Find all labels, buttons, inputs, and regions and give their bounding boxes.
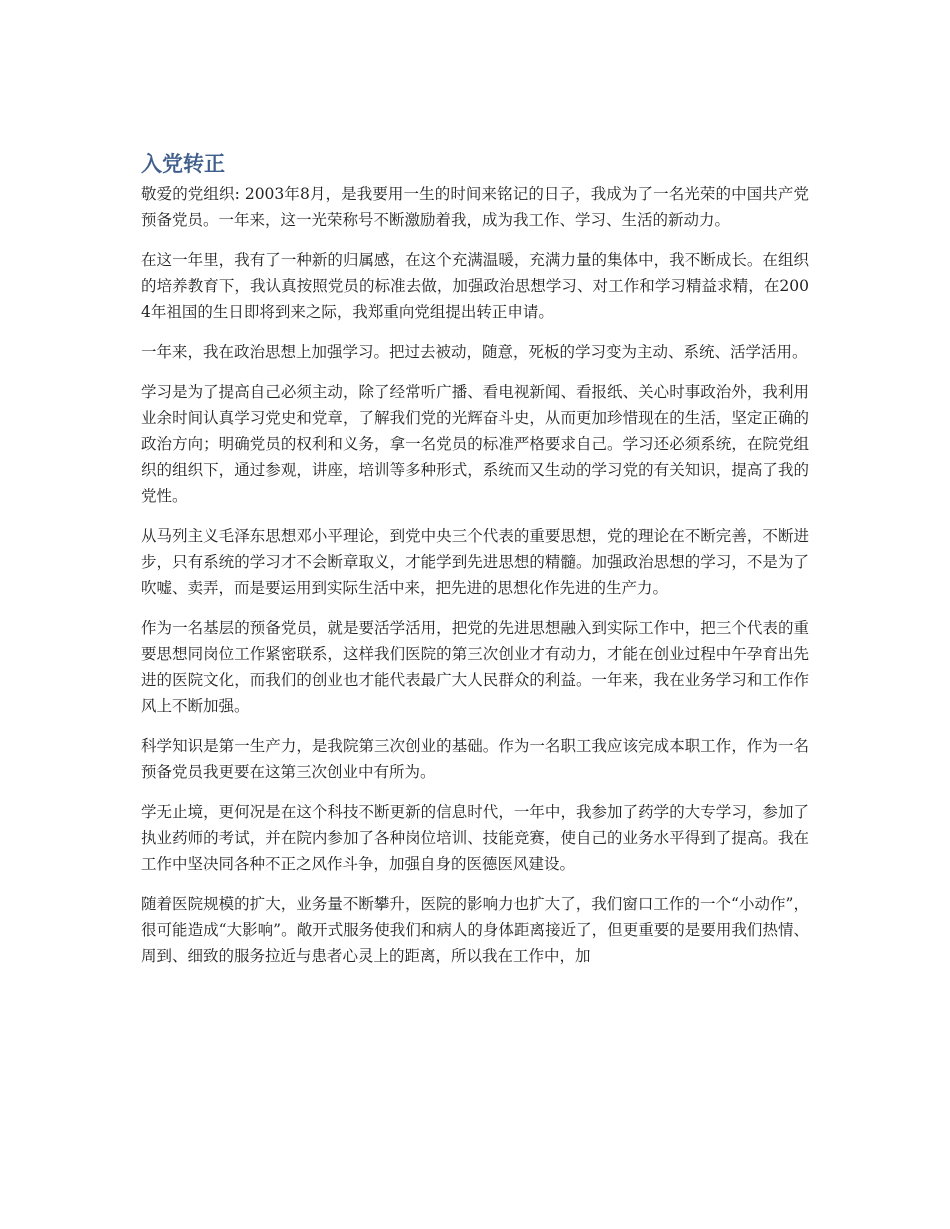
paragraph-7: 科学知识是第一生产力，是我院第三次创业的基础。作为一名职工我应该完成本职工作，作为一名预备党员我更要在这第三次创业中有所为。 [141, 737, 809, 781]
paragraph-9: 随着医院规模的扩大，业务量不断攀升，医院的影响力也扩大了，我们窗口工作的一个“小动作”，很可能造成“大影响”。敞开式服务使我们和病人的身体距离接近了，但更重要的是要用我们热情、周到、细致的服务拉近与患者心灵上的距离，所以我在工作中，加 [141, 895, 809, 965]
document-body [141, 149, 809, 983]
paragraph-4: 学习是为了提高自己必须主动，除了经常听广播、看电视新闻、看报纸、关心时事政治外，我利用业余时间认真学习党史和党章，了解我们党的光辉奋斗史，从而更加珍惜现在的生活，坚定正确的政治方向；明确党员的权利和义务，拿一名党员的标准严格要求自己。学习还必须系统，在院党组织的组织下，通过参观，讲座，培训等多种形式，系统而又生动的学习党的有关知识，提高了我的党性。 [141, 383, 809, 505]
paragraph-1: 敬爱的党组织: 2003年8月，是我要用一生的时间来铭记的日子，我成为了一名光荣的中国共产党预备党员。一年来，这一光荣称号不断激励着我，成为我工作、学习、生活的新动力。 [141, 185, 809, 229]
paragraph-3: 一年来，我在政治思想上加强学习。把过去被动，随意，死板的学习变为主动、系统、活学活用。 [141, 343, 808, 361]
document-title: 入党转正 [141, 152, 225, 176]
paragraph-2: 在这一年里，我有了一种新的归属感，在这个充满温暖，充满力量的集体中，我不断成长。在组织的培养教育下，我认真按照党员的标准去做，加强政治思想学习、对工作和学习精益求精，在2004年祖国的生日即将到来之际，我郑重向党组提出转正申请。 [141, 251, 809, 321]
paragraph-8: 学无止境，更何况是在这个科技不断更新的信息时代，一年中，我参加了药学的大专学习，参加了执业药师的考试，并在院内参加了各种岗位培训、技能竞赛，使自己的业务水平得到了提高。我在工作中坚决同各种不正之风作斗争，加强自身的医德医风建设。 [141, 803, 809, 873]
paragraph-6: 作为一名基层的预备党员，就是要活学活用，把党的先进思想融入到实际工作中，把三个代表的重要思想同岗位工作紧密联系，这样我们医院的第三次创业才有动力，才能在创业过程中午孕育出先进的医院文化，而我们的创业也才能代表最广大人民群众的利益。一年来，我在业务学习和工作作风上不断加强。 [141, 619, 809, 715]
paragraph-5: 从马列主义毛泽东思想邓小平理论，到党中央三个代表的重要思想，党的理论在不断完善，不断进步，只有系统的学习才不会断章取义，才能学到先进思想的精髓。加强政治思想的学习，不是为了吹嘘、卖弄，而是要运用到实际生活中来，把先进的思想化作先进的生产力。 [141, 527, 809, 597]
